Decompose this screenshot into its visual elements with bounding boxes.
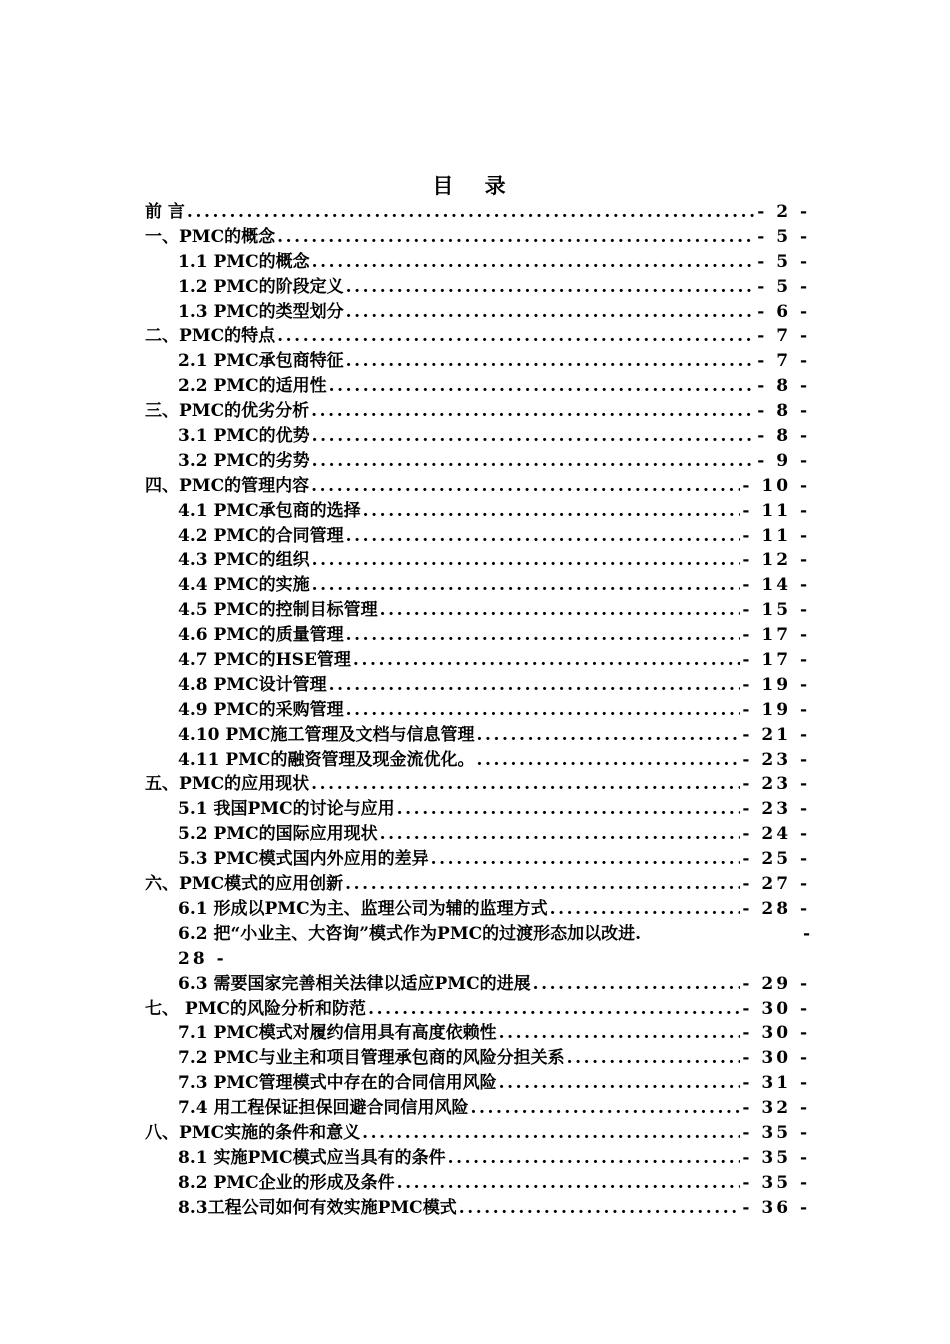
dot-leader [368,997,740,1022]
dot-leader [329,374,756,399]
dot-leader [380,822,741,847]
toc-entry[interactable] [145,399,810,424]
toc-entry[interactable] [145,598,810,623]
toc-entry-label: 4.7 PMC的HSE管理 [178,650,351,671]
toc-entry-label: 6.1 形成以PMC为主、监理公司为辅的监理方式 [178,898,548,919]
toc-entry-label: 8.3工程公司如何有效实施PMC模式 [178,1197,457,1218]
toc-entry[interactable] [145,673,810,698]
toc-entry[interactable] [145,797,810,822]
dot-leader [346,623,741,648]
toc-entry-label: 八、PMC实施的条件和意义 [145,1122,361,1143]
toc-entry[interactable] [145,1196,810,1221]
dot-leader [187,200,755,225]
toc-entry-page: - 2 - [757,202,810,222]
dot-leader [311,399,755,424]
toc-entry[interactable] [145,1171,810,1196]
toc-entry-label: 5.3 PMC模式国内外应用的差异 [178,849,429,870]
toc-entry[interactable] [145,772,810,797]
toc-entry-label: 8.1 实施PMC模式应当具有的条件 [178,1147,446,1168]
dot-leader [476,748,740,773]
dot-leader [476,723,740,748]
toc-entry-page: - 11 - [742,525,810,546]
dot-leader [397,1171,741,1196]
toc-entry-label: 4.10 PMC施工管理及文档与信息管理 [178,724,475,745]
toc-entry[interactable] [145,872,810,897]
dot-leader [397,797,741,822]
dot-leader [277,225,755,250]
toc-entry-label: 1.2 PMC的阶段定义 [178,276,344,297]
toc-entry-label: 一、PMC的概念 [145,226,276,247]
toc-entry-page: - 5 - [757,251,810,272]
toc-entry-page: - 23 - [742,749,810,770]
toc-entry-label: 四、PMC的管理内容 [145,475,310,496]
toc-entry[interactable] [145,374,810,399]
toc-entry[interactable] [145,1096,810,1121]
dot-leader [459,1196,741,1221]
toc-entry-page: - 9 - [757,450,810,471]
toc-entry-label: 2.2 PMC的适用性 [178,376,327,397]
dot-leader [312,449,756,474]
toc-entry[interactable] [145,1071,810,1096]
toc-entry-label: 7.3 PMC管理模式中存在的合同信用风险 [178,1073,497,1094]
toc-entry-label: 8.2 PMC企业的形成及条件 [178,1172,395,1193]
toc-title: 目 录 [432,173,518,198]
toc-entry[interactable] [145,225,810,250]
dot-leader [312,250,756,275]
toc-entry[interactable] [145,822,810,847]
toc-entry-page: - 28 - [742,898,810,919]
toc-entry-label: 5.1 我国PMC的讨论与应用 [178,799,395,820]
toc-entry[interactable] [145,1146,810,1171]
toc-entry-label: 5.2 PMC的国际应用现状 [178,824,378,845]
toc-entry[interactable] [145,275,810,300]
toc-entry[interactable] [145,524,810,549]
toc-entry[interactable] [145,698,810,723]
toc-entry-page: - 8 - [757,401,810,422]
toc-entry-label: 3.1 PMC的优势 [178,426,310,447]
toc-entry-page-part: 28 - [178,948,227,969]
dot-leader [362,1121,740,1146]
dot-leader [346,698,741,723]
toc-entry[interactable] [145,723,810,748]
dot-leader [312,548,741,573]
toc-entry-label: 1.3 PMC的类型划分 [178,301,344,322]
toc-entry[interactable] [145,499,810,524]
toc-entry-label: 4.3 PMC的组织 [178,550,310,571]
toc-entry[interactable] [145,200,810,225]
toc-entry-label: 4.6 PMC的质量管理 [178,625,344,646]
toc-entry-page: - 15 - [742,600,810,621]
toc-entry[interactable] [145,573,810,598]
toc-entry-page: - 27 - [742,874,810,895]
dot-leader [346,349,756,374]
toc-entry[interactable] [145,324,810,349]
toc-entry-label: 4.9 PMC的采购管理 [178,699,344,720]
toc-entry-label: 1.1 PMC的概念 [178,251,310,272]
dot-leader [363,499,741,524]
dot-leader [353,648,740,673]
toc-entry-label: 4.8 PMC设计管理 [178,674,327,695]
dot-leader [533,972,741,997]
toc-entry-page: - 19 - [742,674,810,695]
dot-leader [312,573,741,598]
toc-entry-page: - 23 - [742,799,810,820]
toc-entry-page: - 30 - [742,1048,810,1069]
dot-leader [311,474,740,499]
dot-leader [567,1046,741,1071]
dot-leader [329,673,741,698]
dot-leader [550,897,741,922]
toc-entry-label: 二、PMC的特点 [145,326,276,347]
toc-entry-page: - 11 - [742,500,810,521]
dot-leader [499,1071,741,1096]
dot-leader [345,872,740,897]
toc-entry[interactable] [145,424,810,449]
toc-entry-page: - 7 - [757,326,810,347]
toc-entry-page: - 10 - [742,475,810,496]
toc-entry-page: - 21 - [742,724,810,745]
toc-entry-label: 7.1 PMC模式对履约信用具有高度依赖性 [178,1023,497,1044]
dot-leader [346,524,741,549]
toc-entry-label: 7.2 PMC与业主和项目管理承包商的风险分担关系 [178,1048,565,1069]
toc-entry-page: - 19 - [742,699,810,720]
toc-entry-page: - 25 - [742,849,810,870]
toc-entry-label: 4.2 PMC的合同管理 [178,525,344,546]
toc-entry[interactable] [145,1121,810,1146]
toc-entry-page: - 35 - [742,1122,810,1143]
toc-entry-label: 3.2 PMC的劣势 [178,450,310,471]
toc-entry-label: 4.5 PMC的控制目标管理 [178,600,378,621]
toc-entry-page: - 8 - [757,426,810,447]
toc-entry-label: 五、PMC的应用现状 [145,774,310,795]
dot-leader [312,424,756,449]
dot-leader [277,324,755,349]
toc-entry-page: - 29 - [742,973,810,994]
toc-entry-label: 2.1 PMC承包商特征 [178,351,344,372]
toc-entry-label: 4.1 PMC承包商的选择 [178,500,361,521]
dot-leader [431,847,741,872]
toc-entry[interactable] [145,1046,810,1071]
toc-entry-page: - 7 - [757,351,810,372]
toc-entry[interactable] [145,623,810,648]
toc-entry[interactable] [145,548,810,573]
toc-entry-label: 七、 PMC的风险分析和防范 [145,998,367,1019]
toc-entry-page: - 35 - [742,1147,810,1168]
toc-entry-label: 三、PMC的优劣分析 [145,401,310,422]
dot-leader [311,772,740,797]
toc-entry-label: 7.4 用工程保证担保回避合同信用风险 [178,1098,469,1119]
toc-entry-label: 前 言 [145,202,185,222]
toc-entry-page: - 30 - [742,998,810,1019]
toc-entry-page: - 24 - [742,824,810,845]
toc-entry[interactable] [145,897,810,922]
toc-entry[interactable] [145,748,810,773]
toc-entry-page-part: - [802,923,810,944]
toc-entry[interactable] [145,474,810,499]
dot-leader [499,1021,741,1046]
toc-entry-page: - 12 - [742,550,810,571]
toc-entry-page: - 23 - [742,774,810,795]
toc-entry-page: - 31 - [742,1073,810,1094]
toc-entry-page: - 17 - [742,650,810,671]
toc-entry-label: 4.11 PMC的融资管理及现金流优化。 [178,749,475,770]
toc-entry[interactable] [145,648,810,673]
toc-entry[interactable] [145,1021,810,1046]
toc-entry-page: - 32 - [742,1098,810,1119]
dot-leader [346,275,756,300]
dot-leader [380,598,741,623]
toc-entry[interactable] [145,972,810,997]
table-of-contents [145,200,810,1221]
toc-entry-page: - 36 - [742,1197,810,1218]
toc-entry-page: - 5 - [757,226,810,247]
toc-entry-label: 4.4 PMC的实施 [178,575,310,596]
toc-entry[interactable] [145,922,810,972]
toc-entry[interactable] [145,847,810,872]
toc-entry[interactable] [145,349,810,374]
toc-entry-label: 六、PMC模式的应用创新 [145,874,344,895]
toc-entry-page: - 6 - [757,301,810,322]
toc-entry[interactable] [145,250,810,275]
toc-entry-page: - 14 - [742,575,810,596]
toc-entry-page: - 35 - [742,1172,810,1193]
toc-entry-label: 6.2 把“小业主、大咨询”模式作为PMC的过渡形态加以改进. [178,923,642,944]
toc-entry[interactable] [145,300,810,325]
toc-entry[interactable] [145,997,810,1022]
toc-entry-page: - 17 - [742,625,810,646]
toc-entry-page: - 8 - [757,376,810,397]
toc-entry-page: - 30 - [742,1023,810,1044]
toc-entry-label: 6.3 需要国家完善相关法律以适应PMC的进展 [178,973,531,994]
toc-entry[interactable] [145,449,810,474]
dot-leader [448,1146,741,1171]
dot-leader [346,300,756,325]
toc-entry-page: - 5 - [757,276,810,297]
dot-leader [471,1096,741,1121]
